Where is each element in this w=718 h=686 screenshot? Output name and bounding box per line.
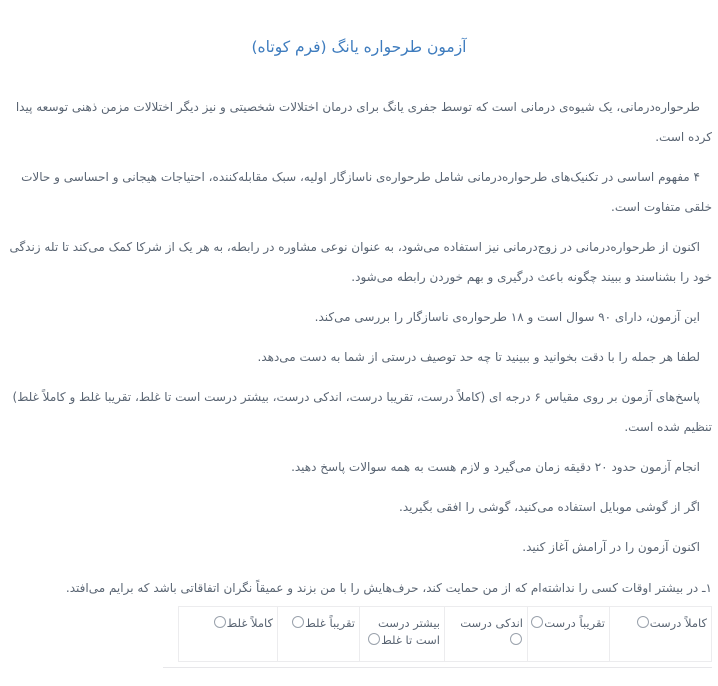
radio-button-icon[interactable] [214,616,226,628]
intro-paragraph: لطفا هر جمله را با دقت بخوانید و ببینید تا چه حد توصیف درستی از شما به دست می‌دهد. [257,350,700,364]
option-cell-almost-true[interactable] [528,607,610,662]
intro-paragraph: اکنون آزمون را در آرامش آغاز کنید. [522,540,700,554]
radio-button-icon[interactable] [510,633,522,645]
option-label[interactable]: اندکی درست [460,616,523,630]
radio-button-icon[interactable] [368,633,380,645]
intro-paragraph: اکنون از طرحواره‌درمانی در زوج‌درمانی نیز استفاده می‌شود، به عنوان نوعی مشاوره در رابطه، به هر یک از شرکا کمک می‌کند تا تله زندگی خود را بشناسند و ببیند چگونه باعث درگیری و بهم خوردن رابطه می‌شود. [9,240,712,284]
answer-options-row [179,607,712,662]
option-cell-more-true-than-false[interactable] [360,607,445,662]
question-1-text: ۱ـ در بیشتر اوقات کسی را نداشته‌ام که از من حمایت کند، حرف‌هایش را با من بزند و عمیقاً نگران اتفاقاتی باشد که برایم می‌افتد. [65,581,712,595]
section-divider [163,667,712,668]
intro-paragraph: اگر از گوشی موبایل استفاده می‌کنید، گوشی را افقی بگیرید. [399,500,700,514]
intro-paragraph: پاسخ‌های آزمون بر روی مقیاس ۶ درجه ای (کاملاً درست، تقریبا درست، اندکی درست، بیشتر درست است تا غلط، تقریبا غلط و کاملاً غلط) تنظیم شده است. [12,390,712,434]
option-cell-completely-false[interactable] [179,607,278,662]
option-label[interactable]: کاملاً غلط [226,616,273,630]
intro-paragraph: انجام آزمون حدود ۲۰ دقیقه زمان می‌گیرد و لازم هست به همه سوالات پاسخ دهید. [291,460,700,474]
page-title: آزمون طرحواره یانگ (فرم کوتاه) [251,38,467,56]
option-cell-completely-true[interactable] [610,607,712,662]
option-label[interactable]: تقریباً درست [544,616,605,630]
intro-paragraph: ۴ مفهوم اساسی در تکنیک‌های طرحواره‌درمانی شامل طرحواره‌ی ناسازگار اولیه، سبک مقابله‌کننده، احتیاجات هیجانی و احساسی و حالات خلقی متفاوت است. [21,170,712,214]
answer-options-table [178,606,712,662]
option-label[interactable]: کاملاً درست [649,616,707,630]
option-label[interactable]: بیشتر درست است تا غلط [377,616,440,647]
option-cell-almost-false[interactable] [278,607,360,662]
option-label[interactable]: تقریباً غلط [305,616,355,630]
intro-paragraph: این آزمون، دارای ۹۰ سوال است و ۱۸ طرحواره‌ی ناسازگار را بررسی می‌کند. [314,310,700,324]
radio-button-icon[interactable] [292,616,304,628]
radio-button-icon[interactable] [637,616,649,628]
intro-paragraph: طرحواره‌درمانی، یک شیوه‌ی درمانی است که توسط جفری یانگ برای درمان اختلالات شخصیتی و نیز دیگر اختلالات مزمن ذهنی توسعه پیدا کرده است. [15,100,712,144]
option-cell-slightly-true[interactable] [445,607,528,662]
radio-button-icon[interactable] [531,616,543,628]
